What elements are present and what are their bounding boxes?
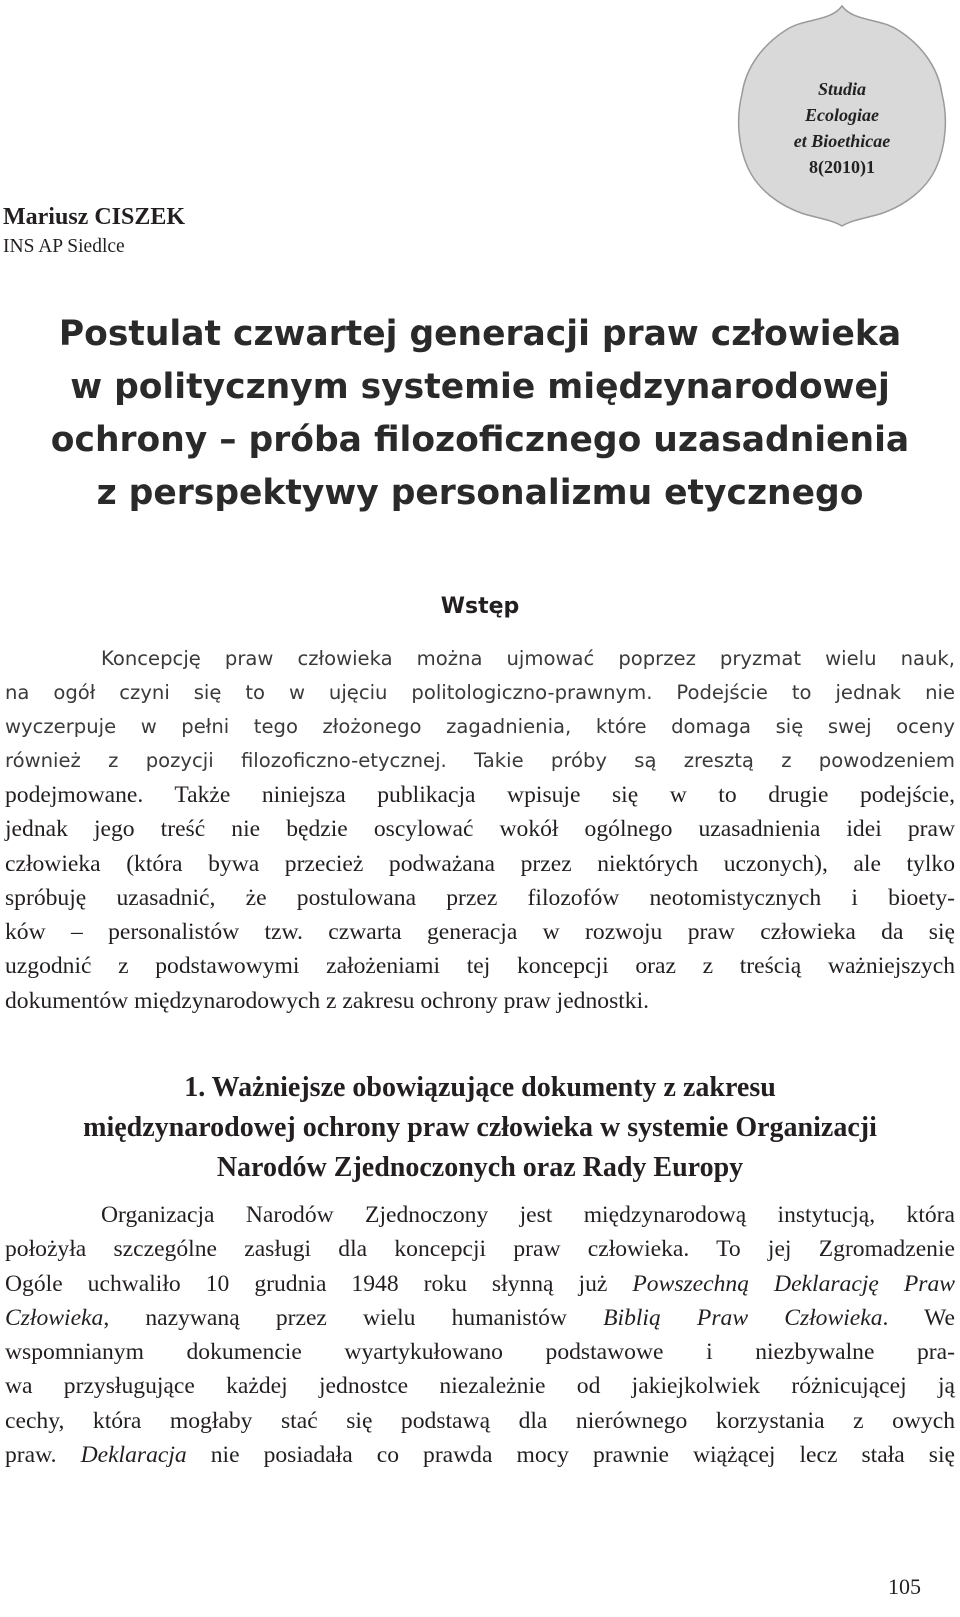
text-line: spróbuję uzasadnić, że postulowana przez filozofów neotomistycznych i bioety-: [5, 884, 955, 911]
text-line: podejmowane. Także niniejsza publikacja wpisuje się w to drugie podejście,: [5, 782, 955, 808]
italic-title-run: Powszechną Deklarację Praw: [632, 1270, 955, 1297]
intro-paragraph-sans: [5, 642, 955, 778]
section-1-heading: [0, 1068, 960, 1188]
text-line: wa przysługujące każdej jednostce niezależnie od jakiejkolwiek różnicującej ją: [5, 1373, 955, 1400]
journal-name-line-1: Studia: [817, 79, 867, 99]
text-line: cechy, która mogłaby stać się podstawą dla nierównego korzystania z owych: [5, 1407, 955, 1434]
text-line: również z pozycji filozoficzno-etycznej. Takie próby są zresztą z powodzeniem: [5, 749, 955, 772]
text-line: człowieka (która bywa przecież podważana przez niektórych uczonych), ale tylko: [5, 850, 955, 877]
text-line: położyła szczególne zasługi dla koncepcji praw człowieka. To jej Zgromadzenie: [5, 1236, 955, 1263]
italic-title-run: Deklaracja: [80, 1442, 187, 1469]
text-line: [5, 1438, 955, 1472]
text-line: Koncepcję praw człowieka można ujmować poprzez pryzmat wielu nauk,: [101, 647, 955, 670]
journal-masthead: [730, 76, 954, 180]
article-title: [0, 308, 960, 520]
author-affiliation: INS AP Siedlce: [3, 236, 125, 257]
title-line: Postulat czwartej generacji praw człowieka: [58, 314, 902, 354]
text-line: jednak jego treść nie będzie oscylować wokół ogólnego uzasadnienia idei praw: [5, 816, 955, 843]
heading-line: międzynarodowej ochrony praw człowieka w systemie Organizacji: [83, 1112, 877, 1143]
heading-line: 1. Ważniejsze obowiązujące dokumenty z zakresu: [184, 1072, 776, 1103]
text-line: [5, 1301, 955, 1335]
text-run: praw.: [5, 1442, 81, 1469]
heading-line: Narodów Zjednoczonych oraz Rady Europy: [216, 1152, 744, 1183]
intro-heading: Wstęp: [440, 594, 520, 619]
text-line: ków – personalistów tzw. czwarta generacja w rozwoju praw człowieka da się: [5, 919, 955, 946]
text-line: na ogół czyni się to w ujęciu politologiczno-prawnym. Podejście to jednak nie: [5, 681, 955, 704]
journal-issue: 8(2010)1: [809, 157, 875, 177]
intro-paragraph-serif: [5, 778, 955, 1018]
text-line: [5, 1267, 955, 1301]
text-run: Ogóle uchwaliło 10 grudnia 1948 roku słynną już: [5, 1270, 633, 1297]
section-1-paragraph: [5, 1198, 955, 1472]
title-line: w politycznym systemie międzynarodowej: [70, 367, 890, 407]
title-line: ochrony – próba filozoficznego uzasadnienia: [50, 420, 910, 460]
page-number: 105: [888, 1574, 921, 1599]
text-line: Organizacja Narodów Zjednoczony jest międzynarodową instytucją, która: [101, 1202, 955, 1228]
text-line: wspomnianym dokumencie wyartykułowano podstawowe i niezbywalne pra-: [5, 1339, 955, 1366]
journal-name-line-3: et Bioethicae: [793, 131, 891, 151]
text-line: uzgodnić z podstawowymi założeniami tej koncepcji oraz z treścią ważniejszych: [5, 953, 955, 980]
text-run: nie posiadała co prawda mocy prawnie wiążącej lecz stała się: [186, 1442, 955, 1469]
journal-name-line-2: Ecologiae: [805, 105, 879, 125]
author-name: Mariusz CISZEK: [3, 204, 186, 230]
text-line: wyczerpuje w pełni tego złożonego zagadnienia, które domaga się swej oceny: [5, 715, 955, 738]
italic-title-run: Człowieka: [5, 1304, 104, 1331]
text-run: . We: [882, 1304, 955, 1331]
italic-title-run: Biblią Praw Człowieka: [603, 1304, 883, 1331]
text-run: , nazywaną przez wielu humanistów: [103, 1304, 604, 1331]
text-line: dokumentów międzynarodowych z zakresu ochrony praw jednostki.: [5, 987, 650, 1014]
title-line: z perspektywy personalizmu etycznego: [96, 473, 864, 513]
